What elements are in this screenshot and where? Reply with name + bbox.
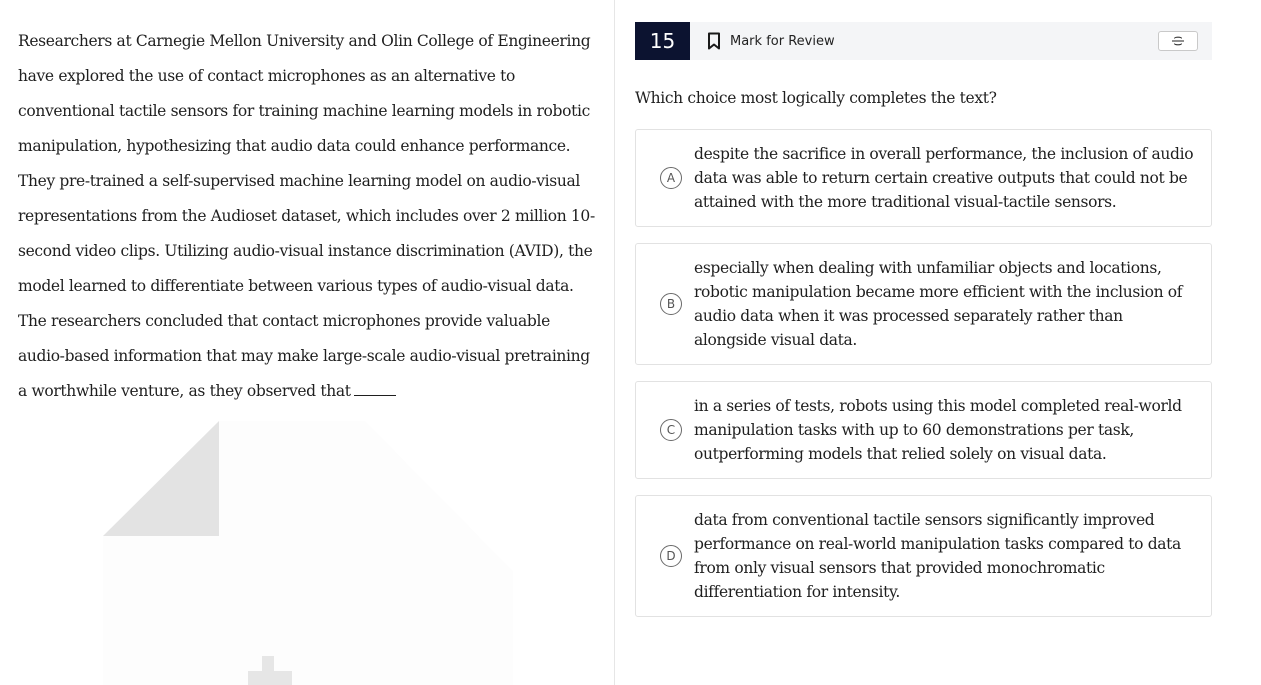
question-header: [635, 22, 1212, 60]
question-prompt: Which choice most logically completes the text?: [635, 89, 997, 107]
answer-choice-d[interactable]: [635, 495, 1212, 617]
answer-choice-c[interactable]: [635, 381, 1212, 479]
choice-text-d: data from conventional tactile sensors significantly improved performance on real-world manipulation tasks compared to data from only visual sensors that provided monochromatic differentiation for intensity.: [694, 511, 1181, 601]
passage-body: Researchers at Carnegie Mellon University and Olin College of Engineering have explored the use of contact microphones as an alternative to conventional tactile sensors for training machine learning models in robotic manipulation, hypothesizing that audio data could enhance performance. They pre-trained a self-supervised machine learning model on audio-visual representations from the Audioset dataset, which includes over 2 million 10-second video clips. Utilizing audio-visual instance discrimination (AVID), the model learned to differentiate between various types of audio-visual data. The researchers concluded that contact microphones provide valuable audio-based information that may make large-scale audio-visual pretraining a worthwhile venture, as they observed that: [18, 32, 595, 400]
strikethrough-abc-icon: [1171, 35, 1185, 47]
passage-pane: [0, 0, 614, 685]
choice-letter-b: B: [660, 293, 682, 315]
mark-for-review-button[interactable]: [707, 22, 835, 60]
choice-letter-d: D: [660, 545, 682, 567]
pane-divider: [614, 0, 615, 685]
document-watermark-icon: [103, 421, 513, 685]
choice-text-b: especially when dealing with unfamiliar objects and locations, robotic manipulation became more efficient with the inclusion of audio data when it was processed separately rather than alongside visual data.: [694, 259, 1183, 349]
passage-text: [18, 24, 596, 409]
blank-line: [354, 394, 396, 396]
choice-letter-c: C: [660, 419, 682, 441]
bookmark-icon: [707, 32, 721, 50]
choice-text-a: despite the sacrifice in overall performance, the inclusion of audio data was able to return certain creative outputs that could not be attained with the more traditional visual-tactile sensors.: [694, 145, 1194, 211]
mark-for-review-label: Mark for Review: [730, 33, 835, 49]
question-number: 15: [635, 22, 690, 60]
choice-letter-a: A: [660, 167, 682, 189]
choice-text-c: in a series of tests, robots using this model completed real-world manipulation tasks with up to 60 demonstrations per task, outperforming models that relied solely on visual data.: [694, 397, 1182, 463]
strikethrough-toggle-button[interactable]: [1158, 31, 1198, 51]
answer-choice-a[interactable]: [635, 129, 1212, 227]
answer-choice-b[interactable]: [635, 243, 1212, 365]
